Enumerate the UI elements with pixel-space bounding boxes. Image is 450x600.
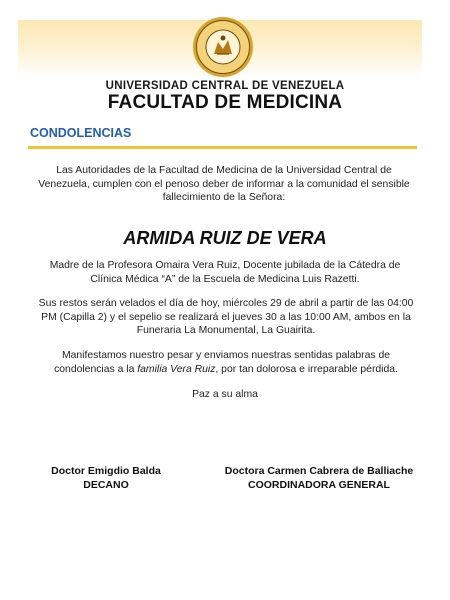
closing-line: Paz a su alma [192, 389, 258, 400]
university-name: UNIVERSIDAD CENTRAL DE VENEZUELA [105, 80, 345, 92]
section-title: CONDOLENCIAS [30, 126, 132, 140]
arrangements-paragraph: Sus restos serán velados el día de hoy, miércoles 29 de abril a partir de las 04:00 PM (Capilla 2) y el sepelio se realizará el jueves 30 a las 10:00 AM, ambos en la Funeraria La Monumental, La Guairita. [38, 298, 414, 336]
relation-paragraph: Madre de la Profesora Omaira Vera Ruiz, Docente jubilada de la Cátedra de Clínica Médica “A” de la Escuela de Medicina Luis Razetti. [49, 260, 401, 285]
intro-paragraph: Las Autoridades de la Facultad de Medicina de la Universidad Central de Venezuela, cumplen con el penoso deber de informar a la comunidad el sensible fallecimiento de la Señora: [38, 165, 410, 203]
deceased-name: ARMIDA RUIZ DE VERA [123, 228, 327, 248]
signer-title: DECANO [83, 479, 129, 491]
condolence-text-end: , por tan dolorosa e irreparable pérdida. [215, 363, 398, 375]
signer-name: Doctora Carmen Cabrera de Balliache [224, 465, 414, 477]
university-seal-icon [192, 16, 254, 78]
signature-coordinator [210, 464, 428, 492]
signer-name: Doctor Emigdio Balda [51, 465, 161, 477]
condolence-text-start: Manifestamos nuestro pesar y enviamos nuestras sentidas palabras de condolencias a la [54, 350, 391, 375]
signer-title: COORDINADORA GENERAL [248, 479, 390, 491]
condolence-paragraph [34, 349, 418, 376]
signature-dean [26, 464, 186, 492]
faculty-name: FACULTAD DE MEDICINA [107, 92, 343, 113]
family-name: familia Vera Ruiz [137, 363, 216, 375]
divider [28, 146, 417, 149]
